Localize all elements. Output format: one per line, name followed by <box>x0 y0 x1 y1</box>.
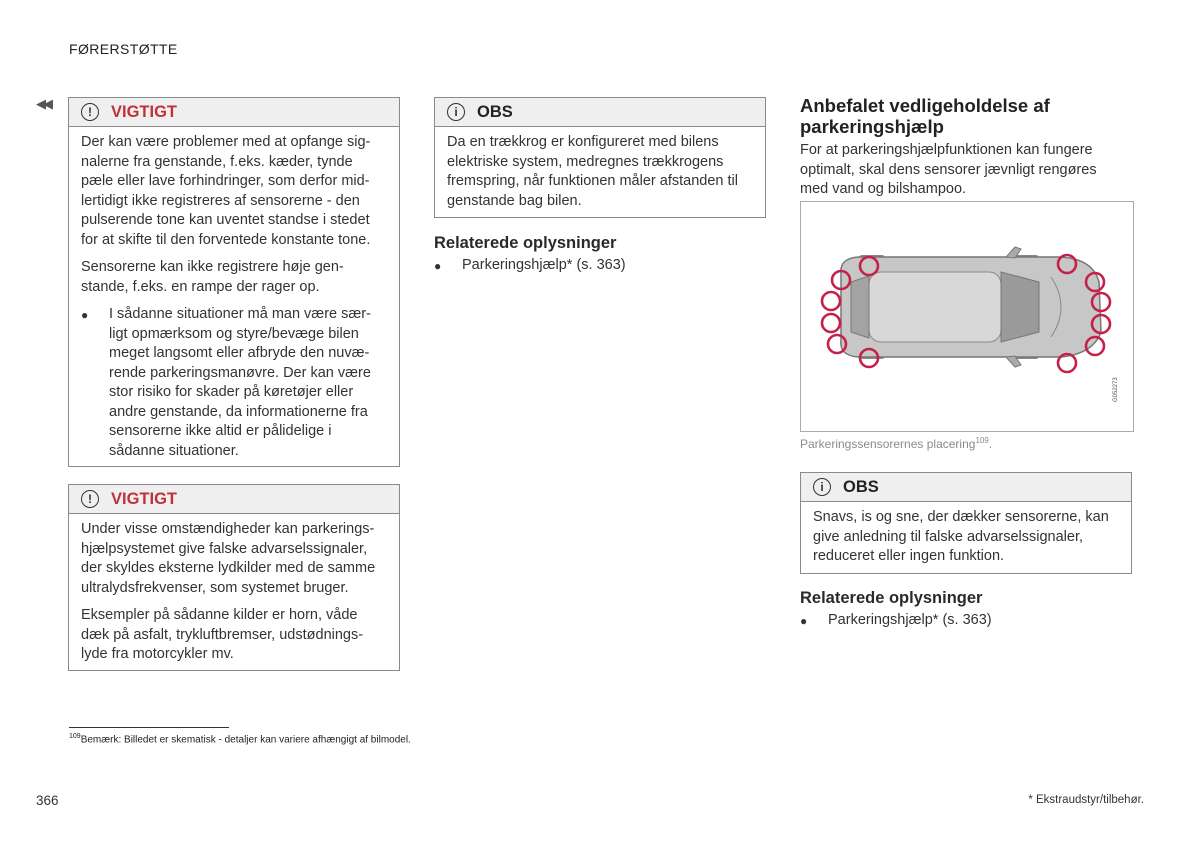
warning-paragraph: Eksempler på sådanne kilder er horn, våde dæk på asfalt, trykluftbremser, udstødnings-lyde fra motorcykler mv. <box>81 607 364 662</box>
note-body <box>435 127 765 217</box>
exclamation-icon: ! <box>81 103 99 121</box>
note-text: Da en trækkrog er konfigureret med bilens elektriske system, medregnes trækkrogens fremspring, når funktionen måler afstanden til genstande bag bilen. <box>447 134 738 209</box>
related-link-text[interactable]: Parkeringshjælp* (s. 363) <box>462 257 626 273</box>
warning-body <box>69 127 399 467</box>
image-code: G052273 <box>1113 377 1119 402</box>
footnote <box>69 733 411 745</box>
bullet-icon: ● <box>81 308 89 322</box>
page-number: 366 <box>36 793 59 808</box>
note-box-1 <box>434 97 766 218</box>
warning-box-1 <box>68 97 400 467</box>
note-title: OBS <box>843 477 879 496</box>
warning-box-2 <box>68 484 400 671</box>
related-link[interactable] <box>434 257 626 273</box>
accessory-note: * Ekstraudstyr/tilbehør. <box>1028 794 1144 806</box>
car-top-view-illustration <box>801 202 1133 431</box>
section-header: FØRERSTØTTE <box>69 41 178 57</box>
warning-body <box>69 514 399 671</box>
info-icon: i <box>447 103 465 121</box>
note-title: OBS <box>477 102 513 121</box>
parking-sensor-figure <box>800 201 1134 432</box>
warning-header <box>69 98 399 127</box>
bullet-icon: ● <box>434 259 442 273</box>
warning-paragraph: Der kan være problemer med at opfange sig-nalerne fra genstande, f.eks. kæder, tynde pæle eller lave forhindringer, som derfor mid-lertidigt ikke registreres af sensorerne - den pulserende tone kan uventet standse i stedet for at skifte til den forventede konstante tone. <box>81 134 371 248</box>
footnote-text: Bemærk: Billedet er skematisk - detaljer kan variere afhængigt af bilmodel. <box>80 734 411 746</box>
related-link[interactable] <box>800 612 992 628</box>
related-heading: Relaterede oplysninger <box>800 589 983 607</box>
caption-text: Parkeringssensorernes placering <box>800 437 976 451</box>
warning-bullet <box>81 305 387 461</box>
sensor-circle <box>822 292 840 310</box>
exclamation-icon: ! <box>81 490 99 508</box>
bullet-text: I sådanne situationer må man være sær-ligt opmærksom og styre/bevæge bilen meget langsomt eller afbryde den nuvæ-rende parkeringsmanøvre. Der kan være stor risiko for skader på køretøjer eller andre genstande, da informationerne fra sensorerne ikke altid er pålidelige i sådanne situationer. <box>109 306 371 459</box>
warning-paragraph: Under visse omstændigheder kan parkerings-hjælpsystemet give falske advarselssignaler, der skyldes eksterne lydkilder med de samme ultralydsfrekvenser, som systemet bruger. <box>81 521 376 596</box>
warning-header <box>69 485 399 514</box>
footnote-divider <box>69 727 229 728</box>
footnote-ref: 109 <box>69 733 81 740</box>
note-header <box>801 473 1131 502</box>
continuation-arrow-icon: ◀◀ <box>36 96 50 111</box>
info-icon: i <box>813 478 831 496</box>
section-heading: Anbefalet vedligeholdelse af parkeringshjælp <box>800 95 1050 137</box>
note-text: Snavs, is og sne, der dækker sensorerne, kan give anledning til falske advarselssignaler, reduceret eller ingen funktion. <box>813 509 1109 564</box>
bullet-icon: ● <box>800 614 808 628</box>
caption-footnote-ref: 109 <box>975 436 989 445</box>
warning-title: VIGTIGT <box>111 102 177 121</box>
figure-caption: Parkeringssensorernes placering$^{109}$. <box>800 436 993 451</box>
note-header <box>435 98 765 127</box>
related-link-text[interactable]: Parkeringshjælp* (s. 363) <box>828 612 992 628</box>
warning-paragraph: Sensorerne kan ikke registrere høje gen-stande, f.eks. en rampe der rager op. <box>81 259 344 295</box>
note-box-2 <box>800 472 1132 574</box>
note-body <box>801 502 1131 573</box>
intro-text: For at parkeringshjælpfunktionen kan fungere optimalt, skal dens sensorer jævnligt rengøres med vand og bilshampoo. <box>800 142 1097 197</box>
sensor-circle <box>822 314 840 332</box>
warning-title: VIGTIGT <box>111 489 177 508</box>
related-heading: Relaterede oplysninger <box>434 234 617 252</box>
